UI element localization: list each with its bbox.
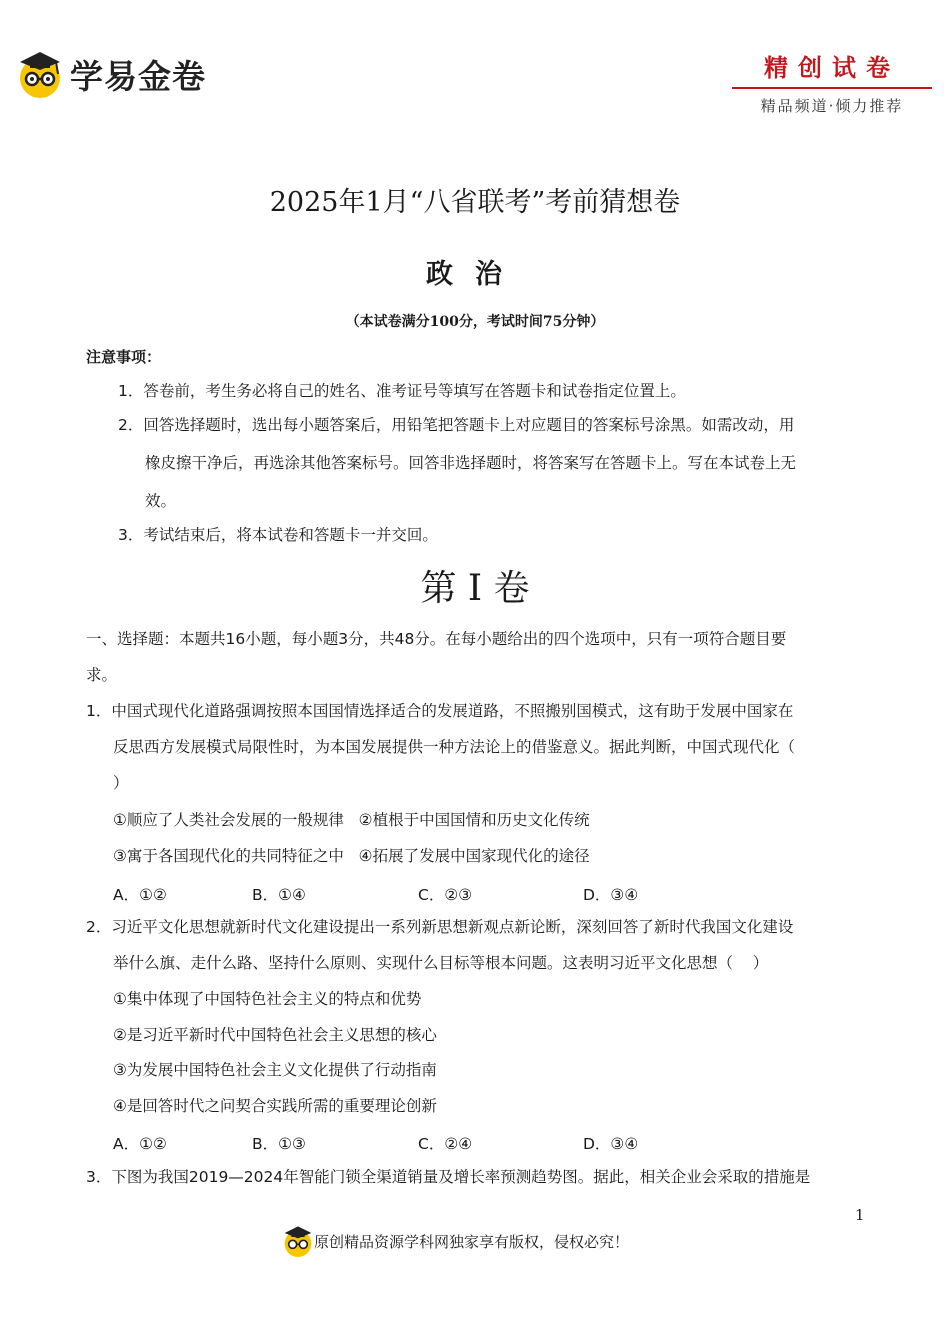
question-statement: ④是回答时代之问契合实践所需的重要理论创新	[113, 1097, 437, 1115]
section-heading-line: 一、选择题：本题共16小题，每小题3分，共48分。在每小题给出的四个选项中，只有一项符合题目要	[86, 630, 787, 648]
option-d[interactable]: D．③④	[583, 886, 639, 904]
exam-subject: 政治	[426, 259, 524, 290]
option-a[interactable]: A．①②	[113, 1135, 167, 1153]
exam-title: 2025年1月“八省联考”考前猜想卷	[269, 187, 681, 218]
brand-subtitle: 精品频道·倾力推荐	[760, 97, 904, 115]
copyright-text: 原创精品资源学科网独家享有版权，侵权必究！	[314, 1232, 630, 1251]
site-logo[interactable]	[16, 48, 206, 100]
scholar-mascot-icon	[282, 1222, 314, 1260]
notice-heading: 注意事项：	[86, 348, 162, 366]
volume-heading: 第 I 卷	[420, 568, 530, 609]
question-line: 反思西方发展模式局限性时，为本国发展提供一种方法论上的借鉴意义。据此判断，中国式现代化（	[113, 738, 796, 756]
question-statement: ③为发展中国特色社会主义文化提供了行动指南	[113, 1061, 437, 1079]
section-heading-line: 求。	[86, 666, 118, 684]
option-c[interactable]: C．②④	[418, 1135, 473, 1153]
brand-title: 精创试卷	[732, 48, 932, 89]
notice-item: 2．回答选择题时，选出每小题答案后，用铅笔把答题卡上对应题目的答案标号涂黑。如需改动，用	[118, 416, 795, 434]
option-d[interactable]: D．③④	[583, 1135, 639, 1153]
notice-item: 效。	[145, 492, 177, 510]
notice-item: 1．答卷前，考生务必将自己的姓名、准考证号等填写在答题卡和试卷指定位置上。	[118, 382, 686, 400]
option-b[interactable]: B．①③	[252, 1135, 306, 1153]
question-statement: ①集中体现了中国特色社会主义的特点和优势	[113, 990, 422, 1008]
question-line: 3．下图为我国2019—2024年智能门锁全渠道销量及增长率预测趋势图。据此，相关企业会采取的措施是	[86, 1168, 811, 1186]
question-line: ）	[113, 774, 129, 792]
option-a[interactable]: A．①②	[113, 886, 167, 904]
page-number: 1	[855, 1206, 865, 1224]
question-line: 举什么旗、走什么路、坚持什么原则、实现什么目标等根本问题。这表明习近平文化思想（ ）	[113, 954, 769, 972]
option-c[interactable]: C．②③	[418, 886, 473, 904]
notice-item: 橡皮擦干净后，再选涂其他答案标号。回答非选择题时，将答案写在答题卡上。写在本试卷上无	[145, 454, 797, 472]
logo-text: 学易金卷	[70, 56, 206, 96]
brand-block	[732, 48, 932, 116]
question-line: 1．中国式现代化道路强调按照本国国情选择适合的发展道路，不照搬别国模式，这有助于发展中国家在	[86, 702, 794, 720]
option-b[interactable]: B．①④	[252, 886, 306, 904]
footer-copyright	[282, 1222, 629, 1260]
question-statement: ①顺应了人类社会发展的一般规律 ②植根于中国国情和历史文化传统	[113, 811, 590, 829]
scholar-mascot-icon	[16, 48, 64, 100]
exam-note: （本试卷满分100分，考试时间75分钟）	[345, 314, 605, 330]
question-statement: ③寓于各国现代化的共同特征之中 ④拓展了发展中国家现代化的途径	[113, 847, 590, 865]
question-statement: ②是习近平新时代中国特色社会主义思想的核心	[113, 1026, 437, 1044]
question-line: 2．习近平文化思想就新时代文化建设提出一系列新思想新观点新论断，深刻回答了新时代我国文化建设	[86, 918, 794, 936]
notice-item: 3．考试结束后，将本试卷和答题卡一并交回。	[118, 526, 438, 544]
